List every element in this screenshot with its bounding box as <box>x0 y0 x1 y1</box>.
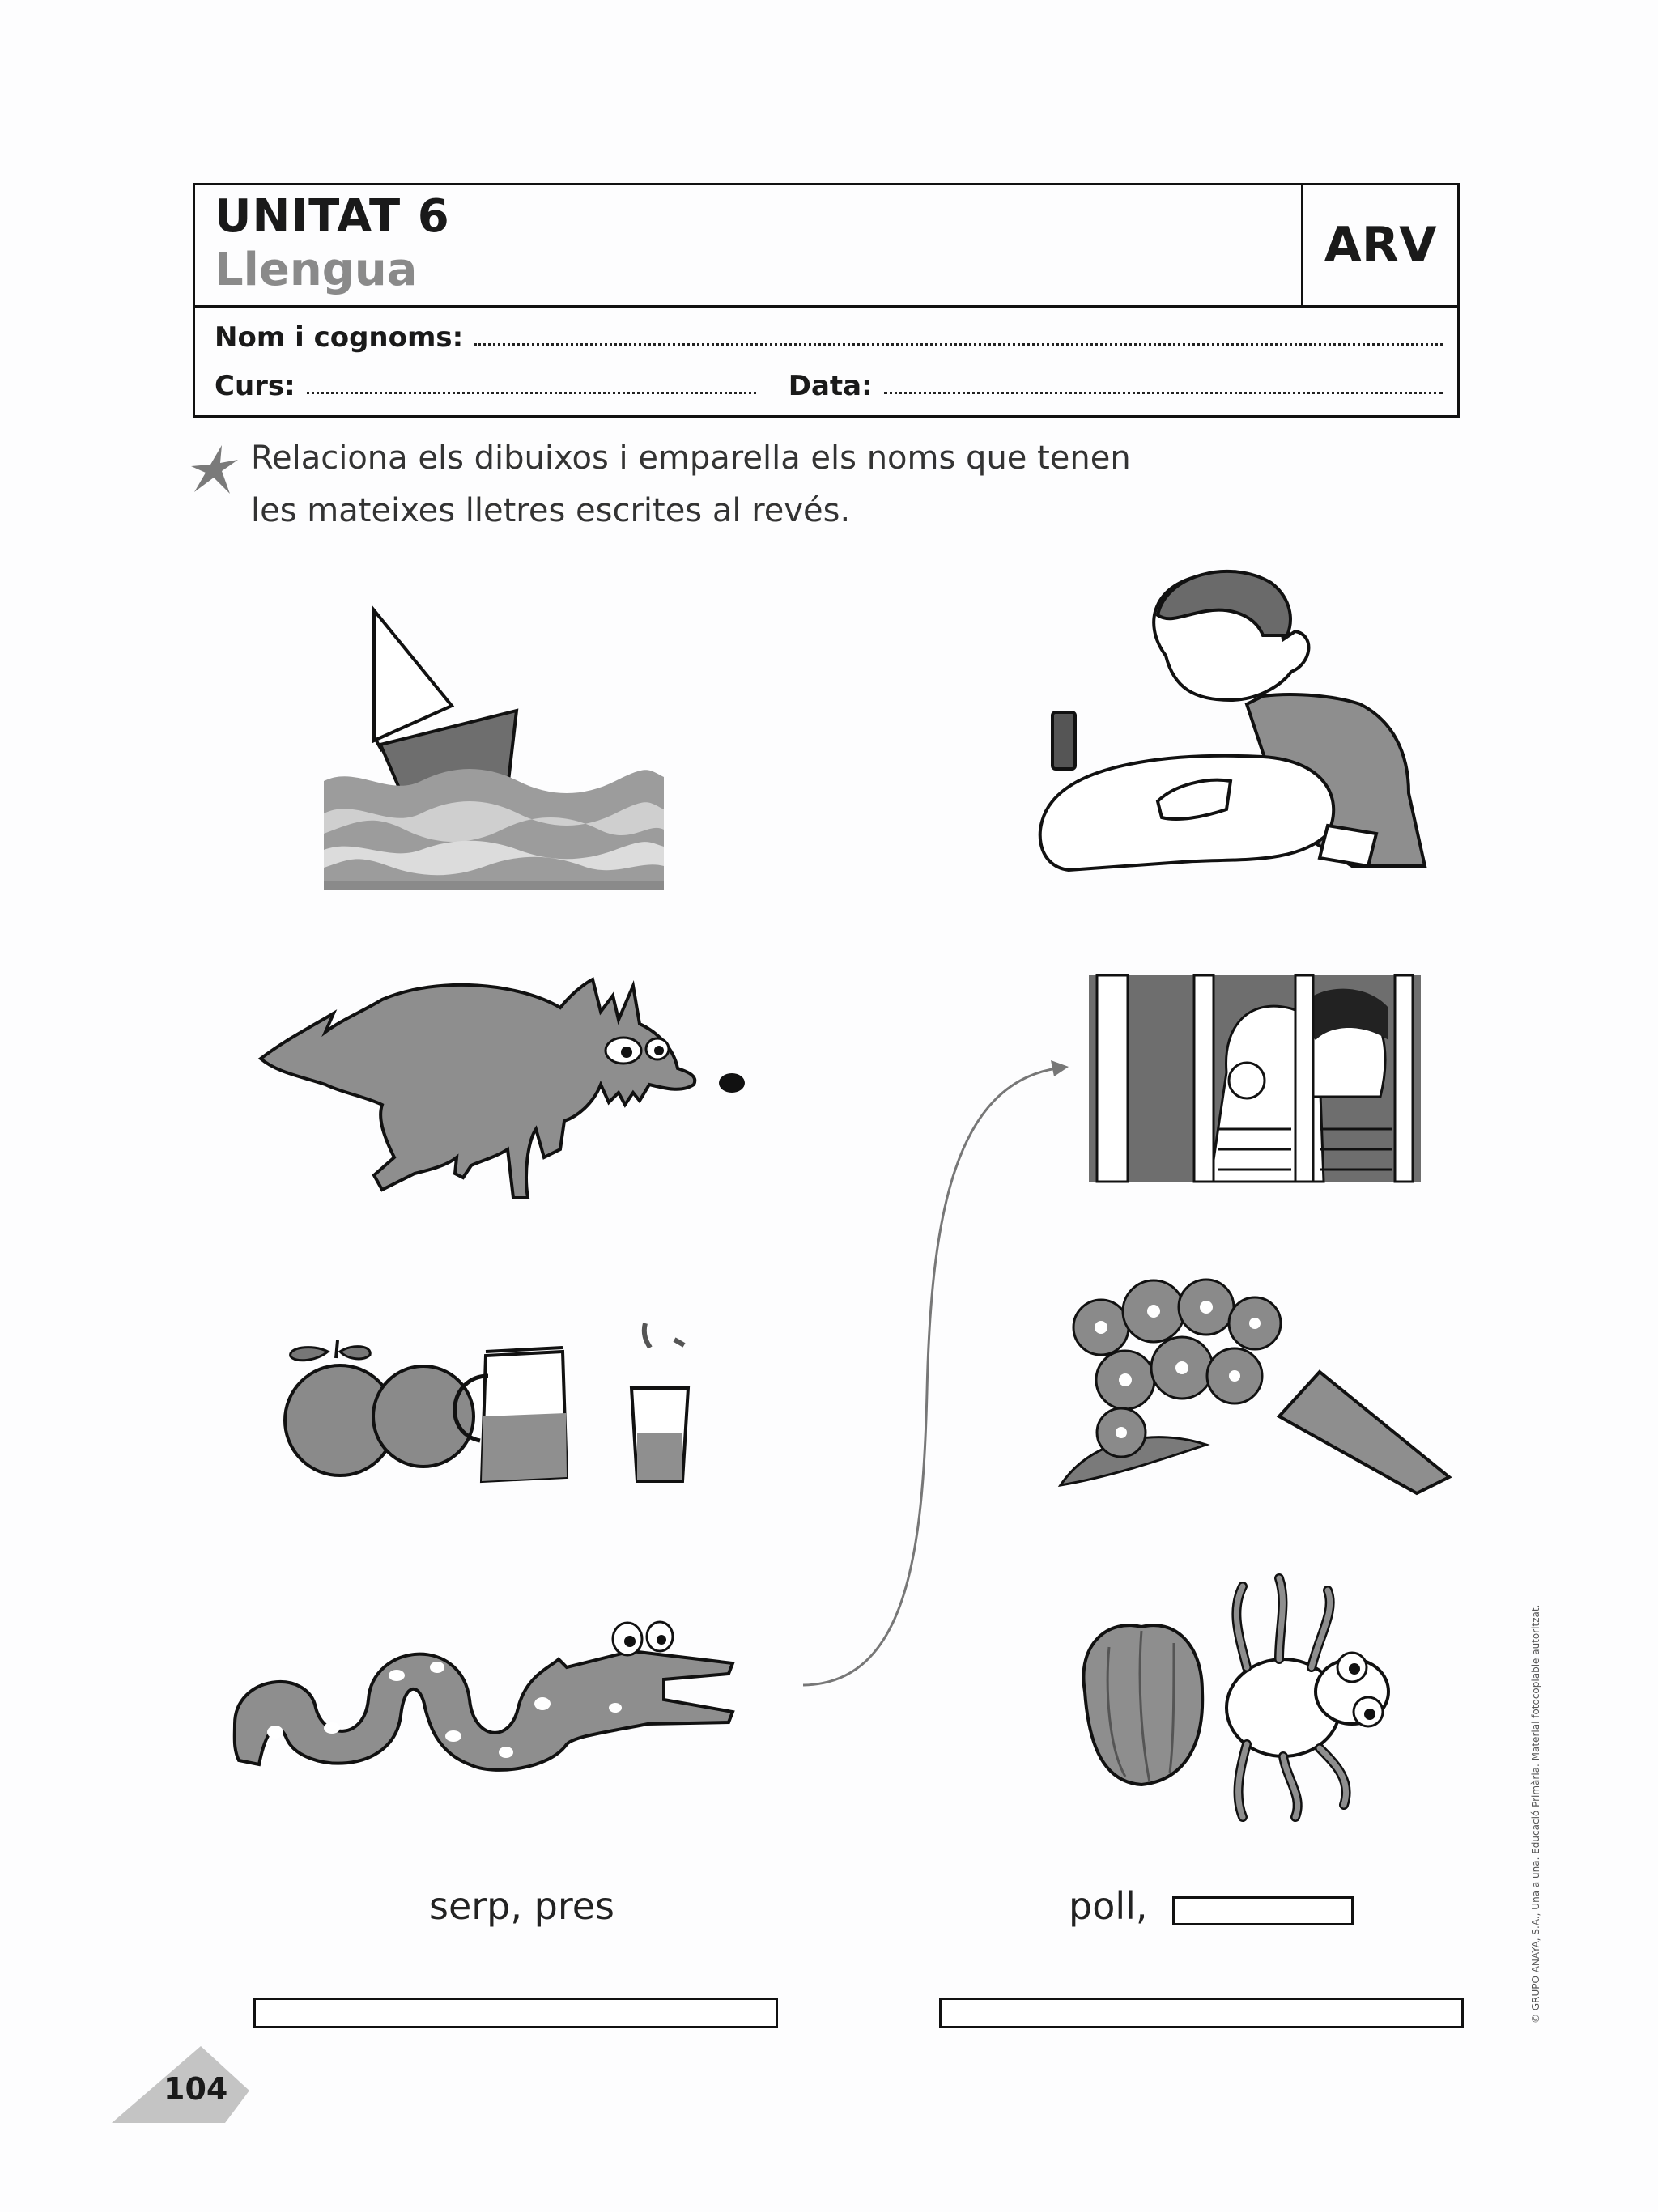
instruction-line-2: les mateixes lletres escrites al revés. <box>251 492 851 529</box>
answer-box-right[interactable] <box>939 1998 1464 2028</box>
course-label: Curs: <box>215 370 295 402</box>
answer-box-left[interactable] <box>253 1998 778 2028</box>
worksheet-header <box>193 183 1460 418</box>
boat-illustration[interactable] <box>324 607 664 890</box>
date-label: Data: <box>788 370 873 402</box>
sewing-boy-illustration[interactable] <box>1020 558 1449 898</box>
instruction-line-1: Relaciona els dibuixos i emparella els noms que tenen <box>251 439 1131 477</box>
prisoner-illustration[interactable] <box>1089 975 1421 1182</box>
word-pair-example: serp, pres <box>429 1884 614 1928</box>
copyright-notice: © GRUPO ANAYA, S.A., Una a una. Educació Primària. Material fotocopiable autoritzat. <box>1530 1604 1541 2023</box>
subject-title: Llengua <box>215 244 418 296</box>
name-field-row <box>215 313 1443 354</box>
page-number: 104 <box>164 2071 228 2107</box>
star-icon <box>191 444 240 495</box>
wolf-illustration[interactable] <box>253 963 746 1222</box>
name-label: Nom i cognoms: <box>215 321 464 354</box>
flowers-illustration[interactable] <box>1012 1275 1449 1501</box>
course-date-row <box>215 362 1443 402</box>
name-field[interactable] <box>474 343 1443 346</box>
fruit-juice-illustration[interactable] <box>279 1311 700 1493</box>
snake-illustration[interactable] <box>227 1603 785 1777</box>
header-title-row <box>195 185 1457 308</box>
louse-illustration[interactable] <box>1061 1570 1425 1829</box>
unit-title: UNITAT 6 <box>215 190 450 243</box>
level-badge: ARV <box>1324 217 1437 274</box>
course-field[interactable] <box>307 392 756 394</box>
badge-cell <box>1301 185 1457 305</box>
answer-box-poll[interactable] <box>1172 1896 1354 1925</box>
word-pair-prompt: poll, <box>1069 1884 1148 1928</box>
date-field[interactable] <box>884 392 1443 394</box>
